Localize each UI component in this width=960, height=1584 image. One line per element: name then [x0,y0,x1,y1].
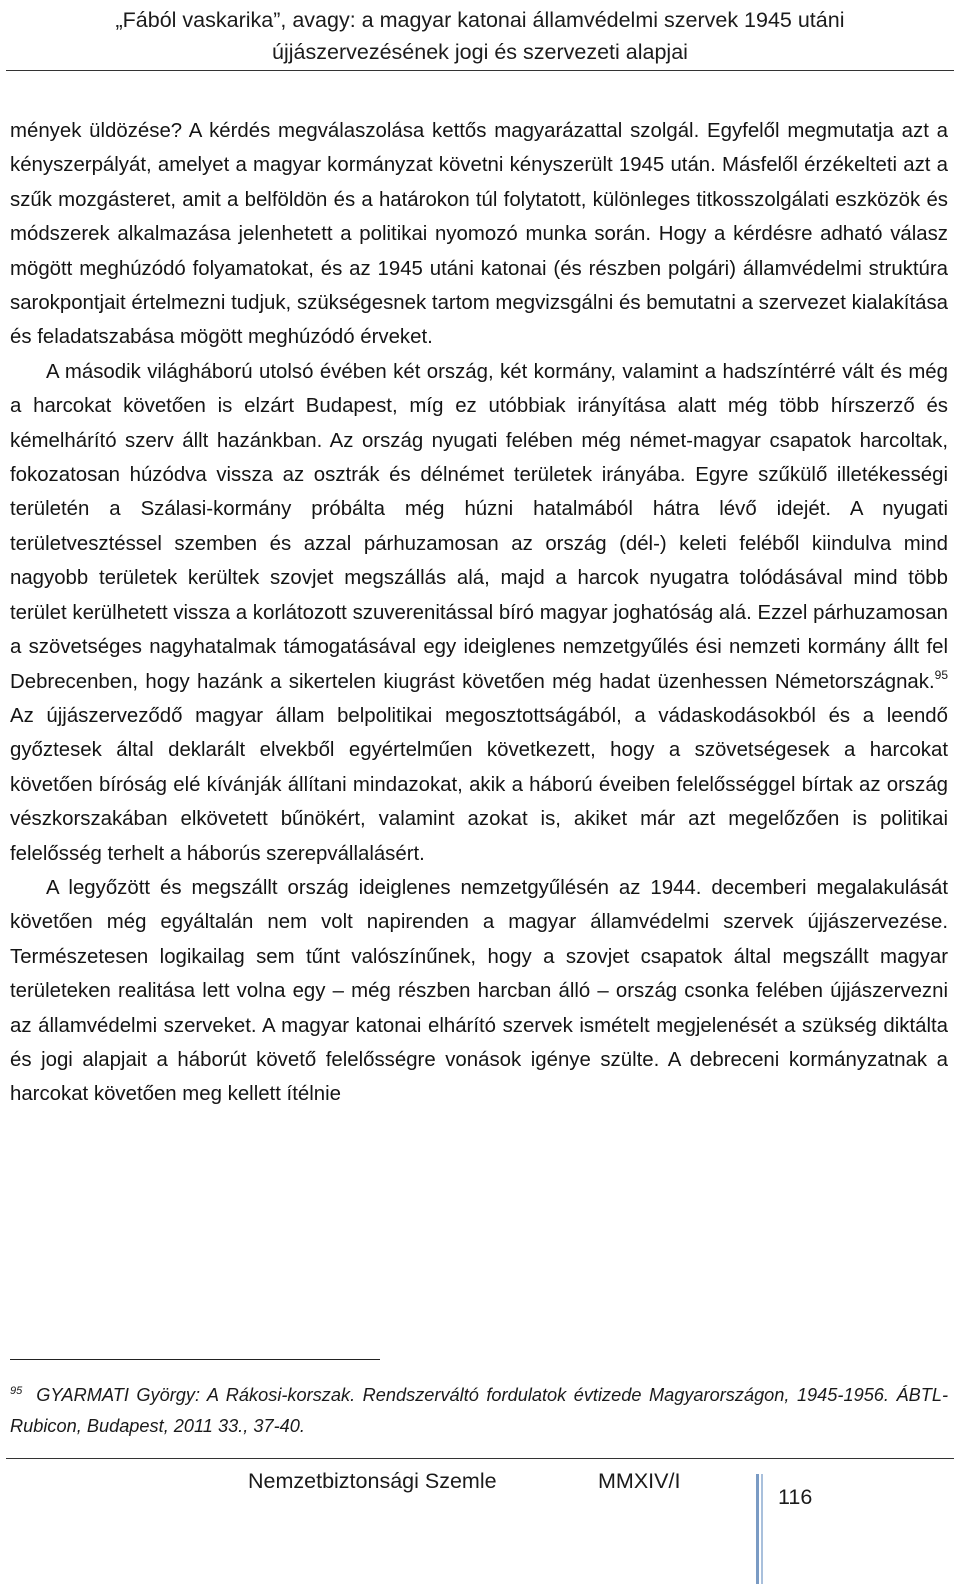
journal-name: Nemzetbiztonsági Szemle [248,1469,497,1493]
paragraph-2-text-b: Az újjászerveződő magyar állam belpolitikai megosztottságából, a vádaskodásokból és a leendő győztesek által deklarált elvekből egyértelműen következett, hogy a szövetségesek a harcokat követően bíróság elé kívánják állítani mindazokat, akik a háború éveiben felelősséggel bírtak az ország vészkorszakában elkövetett bűnökért, valamint azokat is, akiket már azt megelőzően is politikai felelősség terhelt a háborús szerepvállalásért. [10,704,948,865]
page-marker-bar [756,1474,759,1584]
body-text [10,114,948,1112]
footnote-text: GYARMATI György: A Rákosi-korszak. Rendszerváltó fordulatok évtizede Magyarországon, 1945-1956. ÁBTL-Rubicon, Budapest, 2011 33., 37-40. [10,1385,948,1436]
footnote-reference[interactable]: 95 [934,667,948,682]
page-number: 116 [778,1485,813,1509]
footnote-divider [10,1359,380,1360]
footnote [10,1376,948,1442]
paragraph-2-text-a: A második világháború utolsó évében két ország, két kormány, valamint a hadszíntérré vált és még a harcokat követően is elzárt Budapest, míg ez utóbbiak irányítása alatt még több hírszerző és kémelhárító szerv állt hazánkban. Az ország nyugati felében még német-magyar csapatok harcoltak, fokozatosan húzódva vissza az osztrák és délnémet területek irányába. Egyre szűkülő illetékességi területén a Szálasi-kormány próbálta még húzni hatalmából hátra lévő idejét. A nyugati területvesztéssel szemben és azzal párhuzamosan az ország (dél-) keleti feléből kiindulva mind nagyobb területek kerültek szovjet megszállás alá, majd a harcok nyugatra tolódásával mind több terület kerülhetett vissza a korlátozott szuverenitással bíró magyar joghatóság alá. Ezzel párhuzamosan a szövetséges nagyhatalmak támogatásával egy ideiglenes nemzetgyűlés ési nemzeti kormány állt fel Debrecenben, hogy hazánk a sikertelen kiugrást követően még hadat üzenhessen Németországnak. [10,360,948,693]
journal-issue: MMXIV/I [598,1469,681,1493]
paragraph-2 [10,355,948,871]
page-marker-bar-light [761,1474,763,1584]
paragraph-3: A legyőzött és megszállt ország ideiglenes nemzetgyűlésén az 1944. decemberi megalakulását követően még egyáltalán nem volt napirenden a magyar államvédelmi szervek újjászervezése. Természetesen logikailag sem tűnt valószínűnek, hogy a szovjet csapatok által megszállt magyar területeken realitása lett volna egy – még részben harcban álló – ország csonka felében újjászervezni az államvédelmi szerveket. A magyar katonai elhárító szervek ismételt megjelenését a szükség diktálta és jogi alapjait a háborút követő felelősségre vonások igénye szülte. A debreceni kormányzatnak a harcokat követően meg kellett ítélnie [10,876,948,1106]
paragraph-1: mények üldözése? A kérdés megválaszolása kettős magyarázattal szolgál. Egyfelől megmutatja azt a kényszerpályát, amelyet a magyar kormányzat követni kényszerült 1945 után. Másfelől érzékelteti azt a szűk mozgásteret, amit a belföldön és a határokon túl folytatott, különleges titkosszolgálati eszközök és módszerek alkalmazása jelenhetett a politikai nyomozó munka során. Hogy a kérdésre adható válasz mögött meghúzódó folyamatokat, és az 1945 utáni katonai (és részben polgári) államvédelmi struktúra sarokpontjait értelmezni tudjuk, szükségesnek tartom megvizsgálni és bemutatni a szervezet kialakítása és feladatszabása mögött meghúzódó érveket. [10,120,948,349]
footer-divider [6,1458,954,1459]
header-title-line-2: újjászervezésének jogi és szervezeti alapjai [272,40,688,64]
header-title-line-1: „Fából vaskarika”, avagy: a magyar katonai államvédelmi szervek 1945 utáni [115,8,845,32]
running-header [0,4,960,68]
header-divider [6,70,954,71]
footnote-number: 95 [10,1385,23,1397]
